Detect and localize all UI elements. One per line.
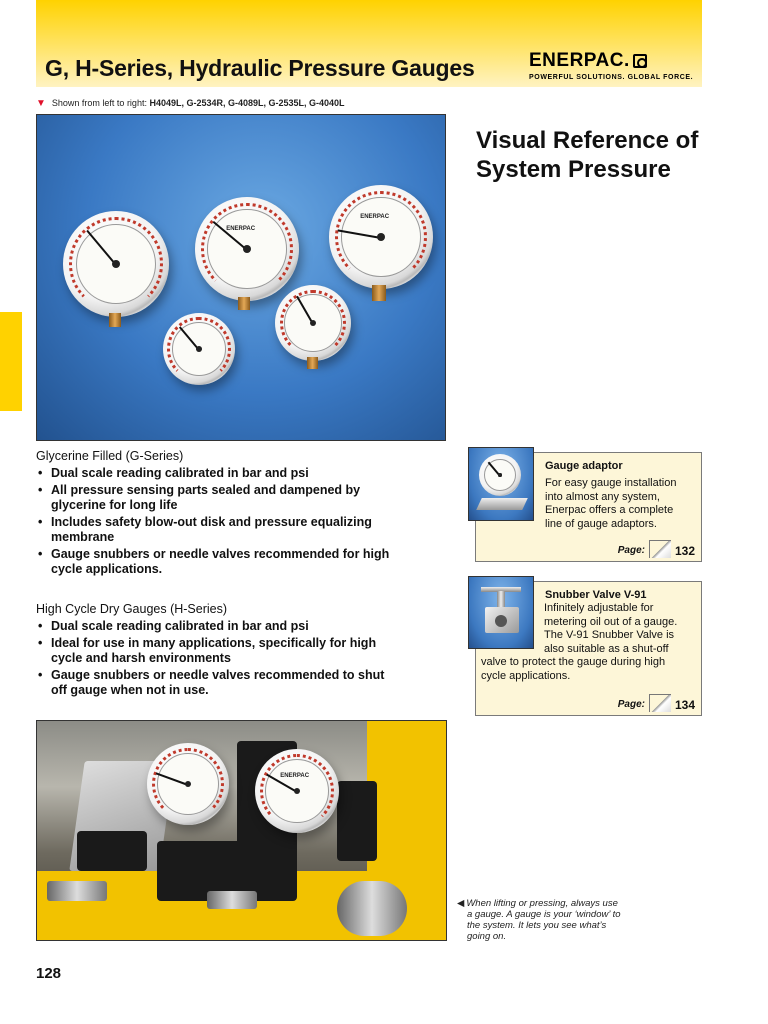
gauge-stem bbox=[109, 313, 121, 327]
list-item: • Dual scale reading calibrated in bar and psi bbox=[36, 466, 396, 481]
g-series-heading: Glycerine Filled (G-Series) bbox=[36, 449, 184, 463]
gauge-brand-label: ENERPAC bbox=[226, 226, 256, 233]
shown-models: H4049L, G-2534R, G-4089L, G-2535L, G-4040L bbox=[149, 98, 345, 108]
gauge-image bbox=[275, 285, 351, 361]
list-item: • Ideal for use in many applications, specifically for high cycle and harsh environments bbox=[36, 636, 396, 666]
machine-photo bbox=[36, 720, 447, 941]
caption-text: When lifting or pressing, always use a gauge. A gauge is your ‘window’ to the system. It lets you see what’s going on. bbox=[466, 898, 621, 942]
ref-title: Snubber Valve V-91 bbox=[545, 589, 647, 601]
logo-mark-icon bbox=[633, 54, 647, 68]
h-series-features bbox=[36, 602, 396, 700]
gauge-stem bbox=[238, 297, 250, 310]
list-item: • Includes safety blow-out disk and pressure equalizing membrane bbox=[36, 515, 396, 545]
list-item: • All pressure sensing parts sealed and dampened by glycerine for long life bbox=[36, 483, 396, 513]
page-curl-icon bbox=[649, 694, 671, 712]
page-label: Page: bbox=[617, 698, 645, 710]
logo-wordmark: ENERPAC. bbox=[529, 50, 630, 71]
ref-title: Gauge adaptor bbox=[545, 460, 623, 472]
page-title: G, H-Series, Hydraulic Pressure Gauges bbox=[45, 55, 475, 81]
gauge-stem bbox=[372, 285, 386, 301]
side-tab-marker bbox=[0, 312, 22, 411]
list-item: • Gauge snubbers or needle valves recommended for high cycle applications. bbox=[36, 547, 396, 577]
list-item: • Gauge snubbers or needle valves recommended to shut off gauge when not in use. bbox=[36, 668, 396, 698]
gauge-stem bbox=[307, 357, 318, 369]
gauge-image bbox=[147, 743, 229, 825]
page-number-link[interactable]: 132 bbox=[674, 543, 695, 558]
gauge-image bbox=[329, 185, 433, 289]
gauge-image bbox=[63, 211, 169, 317]
photo-caption bbox=[457, 898, 622, 942]
red-triangle-icon: ▼ bbox=[36, 98, 46, 109]
g-series-features bbox=[36, 449, 396, 579]
ref-text: For easy gauge installation into almost any system, Enerpac offers a complete line of gauge adaptors. bbox=[545, 477, 677, 530]
g-series-list bbox=[36, 466, 396, 577]
shown-prefix: Shown from left to right: bbox=[51, 98, 147, 108]
page-label: Page: bbox=[617, 544, 645, 556]
caption-arrow-icon: ◀ bbox=[457, 898, 465, 909]
ref-text-content: Infinitely adjustable for metering oil out of a gauge. The V-91 Snubber Valve is also suitable as a shut-off valve to protect the gauge during high cycle applications. bbox=[481, 602, 678, 682]
h-series-list bbox=[36, 619, 396, 698]
gauge-image bbox=[163, 313, 235, 385]
logo-tagline: POWERFUL SOLUTIONS. GLOBAL FORCE. bbox=[529, 74, 694, 81]
ref-text bbox=[481, 602, 693, 683]
ref-text-body bbox=[481, 602, 693, 683]
shown-from-line bbox=[36, 98, 345, 109]
gauge-brand-label: ENERPAC bbox=[280, 772, 310, 779]
gauges-photo bbox=[36, 114, 446, 441]
enerpac-logo bbox=[529, 50, 693, 81]
list-item: • Dual scale reading calibrated in bar and psi bbox=[36, 619, 396, 634]
section-title: Visual Reference of System Pressure bbox=[476, 127, 699, 183]
page-number: 128 bbox=[36, 965, 62, 982]
gauge-adaptor-photo bbox=[468, 447, 534, 521]
gauge-image bbox=[255, 749, 339, 833]
gauge-brand-label: ENERPAC bbox=[360, 214, 390, 221]
ref-box-gauge-adaptor bbox=[475, 452, 702, 562]
ref-box-snubber-valve bbox=[475, 581, 702, 716]
page-number-link[interactable]: 134 bbox=[674, 697, 695, 712]
page-curl-icon bbox=[649, 540, 671, 558]
gauge-image bbox=[195, 197, 299, 301]
page-reference[interactable] bbox=[618, 694, 695, 712]
h-series-heading: High Cycle Dry Gauges (H-Series) bbox=[36, 602, 228, 616]
page-reference[interactable] bbox=[618, 540, 695, 558]
